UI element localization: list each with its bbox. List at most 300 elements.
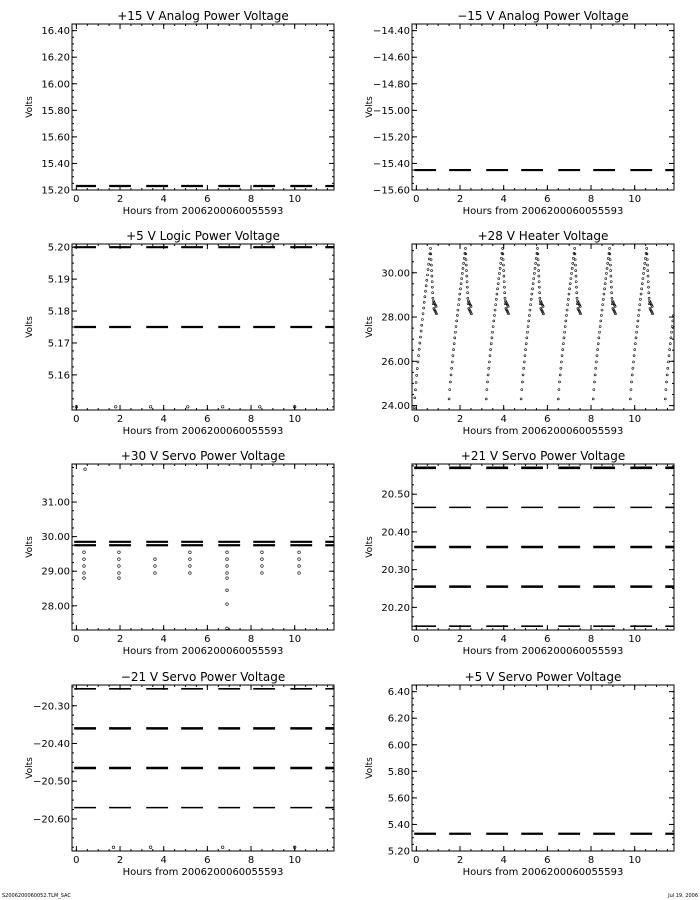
data-point <box>610 281 612 283</box>
data-point <box>226 572 229 575</box>
x-tick-label: 0 <box>73 855 80 866</box>
data-point <box>226 589 229 592</box>
data-point <box>431 270 433 272</box>
data-point <box>425 290 427 292</box>
data-point <box>419 342 421 344</box>
data-point <box>426 274 428 276</box>
y-tick-label: −20.30 <box>32 701 70 713</box>
data-point <box>154 565 157 568</box>
data-point <box>189 551 192 554</box>
data-point <box>532 283 534 285</box>
data-point <box>154 572 157 575</box>
data-point <box>664 398 666 400</box>
y-tick-label: 6.20 <box>387 713 410 725</box>
data-point <box>594 374 596 376</box>
data-point <box>600 320 602 322</box>
data-point <box>495 298 497 300</box>
data-point <box>467 297 469 299</box>
chart-title: −15 V Analog Power Voltage <box>457 9 629 23</box>
data-point <box>431 286 433 288</box>
y-tick-label: 5.19 <box>47 274 70 286</box>
data-point <box>485 398 487 400</box>
data-point <box>597 343 599 345</box>
data-point <box>487 374 489 376</box>
x-tick-label: 8 <box>247 194 255 205</box>
data-point <box>646 264 648 266</box>
data-point <box>466 275 468 277</box>
y-axis-label: Volts <box>25 96 35 118</box>
x-tick-label: 10 <box>288 414 302 425</box>
data-point <box>493 314 495 316</box>
data-point <box>632 361 634 363</box>
data-point <box>112 846 115 849</box>
data-point <box>636 325 638 327</box>
data-point <box>538 286 540 288</box>
x-tick-label: 4 <box>160 634 167 645</box>
y-tick-label: −20.40 <box>32 738 70 750</box>
data-point <box>226 565 229 568</box>
data-point <box>666 374 668 376</box>
data-point <box>491 337 493 339</box>
data-point <box>432 292 434 294</box>
data-point <box>524 355 526 357</box>
y-tick-label: 20.40 <box>381 527 410 539</box>
data-point <box>496 293 498 295</box>
data-point <box>652 313 654 315</box>
data-point <box>451 367 453 369</box>
x-tick-label: 10 <box>288 194 302 205</box>
data-point <box>455 325 457 327</box>
data-point <box>502 247 504 249</box>
data-point <box>567 298 569 300</box>
data-point <box>502 264 504 266</box>
data-point <box>420 330 422 332</box>
x-tick-label: 8 <box>587 194 595 205</box>
y-axis-label: Volts <box>365 757 375 779</box>
data-point <box>470 313 472 315</box>
data-point <box>672 314 674 316</box>
data-point <box>526 337 528 339</box>
data-point <box>559 381 561 383</box>
x-tick-label: 10 <box>628 414 642 425</box>
data-point <box>422 313 424 315</box>
y-tick-label: −14.60 <box>372 52 410 64</box>
data-point <box>149 406 152 409</box>
data-point <box>604 283 606 285</box>
y-axis-label: Volts <box>25 316 35 338</box>
y-tick-label: 26.00 <box>381 356 410 368</box>
data-point <box>427 269 429 271</box>
chart-panel-2 <box>365 9 674 217</box>
x-tick-label: 2 <box>116 414 124 425</box>
chart-panel-6 <box>365 449 674 657</box>
x-axis-label: Hours from 2006200060055593 <box>462 646 624 657</box>
data-point <box>575 275 577 277</box>
data-point <box>643 272 645 274</box>
data-point <box>413 407 415 409</box>
data-point <box>562 349 564 351</box>
data-point <box>423 301 425 303</box>
data-point <box>569 288 571 290</box>
footer-filename: S2006200060052.TLM_SAC <box>2 893 71 899</box>
data-point <box>593 381 595 383</box>
data-point <box>535 262 537 264</box>
data-point <box>417 361 419 363</box>
data-point <box>607 262 609 264</box>
data-point <box>261 572 264 575</box>
data-point <box>668 355 670 357</box>
data-point <box>611 297 613 299</box>
y-tick-label: −15.60 <box>372 185 410 197</box>
x-tick-label: 8 <box>247 414 255 425</box>
data-point <box>602 304 604 306</box>
data-point <box>416 368 418 370</box>
x-tick-label: 6 <box>544 855 551 866</box>
y-tick-label: 16.40 <box>41 26 70 38</box>
data-point <box>534 267 536 269</box>
y-tick-label: 20.20 <box>381 602 410 614</box>
x-tick-label: 0 <box>73 634 80 645</box>
y-tick-label: 5.40 <box>387 819 410 831</box>
data-point <box>118 577 121 580</box>
x-tick-label: 10 <box>628 855 642 866</box>
data-point <box>418 355 420 357</box>
data-point <box>114 406 117 409</box>
chart-panel-7 <box>25 670 334 878</box>
y-tick-label: 20.50 <box>381 489 410 501</box>
data-point <box>418 348 420 350</box>
y-tick-label: 15.40 <box>41 158 70 170</box>
data-point <box>571 272 573 274</box>
data-point <box>566 309 568 311</box>
data-point <box>149 846 152 849</box>
x-tick-label: 4 <box>160 414 167 425</box>
data-point <box>542 313 544 315</box>
chart-panel-1 <box>25 9 334 217</box>
x-tick-label: 2 <box>456 634 464 645</box>
data-point <box>669 349 671 351</box>
x-tick-label: 6 <box>204 855 211 866</box>
plot-frame <box>412 244 674 410</box>
data-point <box>466 286 468 288</box>
data-point <box>504 297 506 299</box>
data-point <box>497 283 499 285</box>
data-point <box>667 361 669 363</box>
x-tick-label: 2 <box>456 414 464 425</box>
data-point <box>435 305 437 307</box>
data-point <box>533 272 535 274</box>
data-point <box>646 258 648 260</box>
data-point <box>671 325 673 327</box>
data-point <box>431 281 433 283</box>
data-point <box>599 331 601 333</box>
chart-title: +15 V Analog Power Voltage <box>117 9 289 23</box>
data-point <box>561 355 563 357</box>
data-point <box>118 558 121 561</box>
data-point <box>467 292 469 294</box>
data-point <box>665 388 667 390</box>
data-point <box>186 406 189 409</box>
y-tick-label: 28.00 <box>381 312 410 324</box>
x-axis-label: Hours from 2006200060055593 <box>462 867 624 878</box>
data-point <box>495 304 497 306</box>
x-tick-label: 8 <box>247 634 255 645</box>
x-tick-label: 2 <box>456 194 464 205</box>
data-point <box>558 388 560 390</box>
x-tick-label: 6 <box>544 414 551 425</box>
data-point <box>430 247 432 249</box>
data-point <box>606 267 608 269</box>
chart-title: +5 V Servo Power Voltage <box>464 670 622 684</box>
data-point <box>465 258 467 260</box>
data-point <box>576 297 578 299</box>
chart-panel-8 <box>365 670 674 878</box>
x-tick-label: 2 <box>116 194 124 205</box>
data-point <box>456 320 458 322</box>
x-tick-label: 8 <box>247 855 255 866</box>
y-tick-label: −20.50 <box>32 776 70 788</box>
y-tick-label: 20.30 <box>381 565 410 577</box>
data-point <box>604 288 606 290</box>
data-point <box>643 267 645 269</box>
data-point <box>638 314 640 316</box>
chart-panel-5 <box>25 449 334 657</box>
data-point <box>560 367 562 369</box>
x-tick-label: 10 <box>628 634 642 645</box>
data-point <box>600 314 602 316</box>
x-tick-label: 10 <box>288 855 302 866</box>
data-point <box>503 270 505 272</box>
data-point <box>500 262 502 264</box>
data-point <box>527 325 529 327</box>
data-point <box>189 572 192 575</box>
x-tick-label: 0 <box>73 194 80 205</box>
x-tick-label: 4 <box>160 194 167 205</box>
data-point <box>667 367 669 369</box>
x-tick-label: 4 <box>500 194 507 205</box>
data-point <box>605 278 607 280</box>
data-point <box>575 281 577 283</box>
data-point <box>642 278 644 280</box>
data-point <box>641 283 643 285</box>
data-point <box>539 292 541 294</box>
data-point <box>118 572 121 575</box>
data-point <box>572 262 574 264</box>
data-point <box>570 278 572 280</box>
y-tick-label: 31.00 <box>41 497 70 509</box>
data-point <box>504 292 506 294</box>
data-point <box>529 309 531 311</box>
data-point <box>559 374 561 376</box>
data-point <box>470 305 472 307</box>
data-point <box>84 468 87 471</box>
data-point <box>430 258 432 260</box>
data-point <box>488 361 490 363</box>
data-point <box>449 388 451 390</box>
data-point <box>666 381 668 383</box>
data-point <box>537 258 539 260</box>
data-point <box>221 406 224 409</box>
data-point <box>593 388 595 390</box>
data-point <box>83 558 86 561</box>
plot-frame <box>412 24 674 190</box>
y-tick-label: 24.00 <box>381 401 410 413</box>
data-point <box>466 281 468 283</box>
data-point <box>435 313 437 315</box>
data-point <box>451 361 453 363</box>
data-point <box>463 262 465 264</box>
data-point <box>610 286 612 288</box>
x-axis-label: Hours from 2006200060055593 <box>462 426 624 437</box>
data-point <box>576 292 578 294</box>
x-axis-label: Hours from 2006200060055593 <box>462 206 624 217</box>
y-tick-label: −15.20 <box>372 132 410 144</box>
data-point <box>421 318 423 320</box>
data-point <box>459 288 461 290</box>
data-point <box>258 406 261 409</box>
y-tick-label: 30.00 <box>41 532 70 544</box>
data-point <box>557 398 559 400</box>
data-point <box>530 304 532 306</box>
data-point <box>574 264 576 266</box>
y-tick-label: 6.40 <box>387 687 410 699</box>
y-axis-label: Volts <box>365 96 375 118</box>
x-axis-label: Hours from 2006200060055593 <box>122 426 284 437</box>
data-point <box>632 367 634 369</box>
data-point <box>651 305 653 307</box>
data-point <box>454 331 456 333</box>
data-point <box>83 572 86 575</box>
data-point <box>523 367 525 369</box>
data-point <box>424 296 426 298</box>
y-tick-label: 15.80 <box>41 105 70 117</box>
x-tick-label: 0 <box>73 414 80 425</box>
y-tick-label: 5.20 <box>47 242 70 254</box>
data-point <box>492 325 494 327</box>
data-point <box>430 264 432 266</box>
y-tick-label: 6.00 <box>387 740 410 752</box>
data-point <box>563 337 565 339</box>
data-point <box>426 279 428 281</box>
y-axis-label: Volts <box>365 316 375 338</box>
x-tick-label: 0 <box>413 855 420 866</box>
data-point <box>635 337 637 339</box>
chart-title: −21 V Servo Power Voltage <box>120 670 286 684</box>
data-point <box>538 270 540 272</box>
data-point <box>118 551 121 554</box>
chart-title: +28 V Heater Voltage <box>477 229 609 243</box>
data-point <box>611 292 613 294</box>
y-tick-label: 5.16 <box>47 370 70 382</box>
data-point <box>672 320 674 322</box>
y-tick-label: 5.20 <box>387 846 410 858</box>
y-tick-label: 29.00 <box>41 566 70 578</box>
data-point <box>525 349 527 351</box>
data-point <box>154 558 157 561</box>
data-point <box>605 272 607 274</box>
data-point <box>431 275 433 277</box>
data-point <box>634 343 636 345</box>
x-tick-label: 0 <box>413 194 420 205</box>
data-point <box>465 264 467 266</box>
data-point <box>633 355 635 357</box>
data-point <box>414 397 416 399</box>
data-point <box>261 565 264 568</box>
data-point <box>530 298 532 300</box>
data-point <box>415 381 417 383</box>
data-point <box>648 292 650 294</box>
y-tick-label: −15.00 <box>372 105 410 117</box>
data-point <box>521 381 523 383</box>
data-point <box>261 558 264 561</box>
y-axis-label: Volts <box>25 757 35 779</box>
x-tick-label: 2 <box>456 855 464 866</box>
data-point <box>614 305 616 307</box>
data-point <box>609 264 611 266</box>
data-point <box>458 304 460 306</box>
x-tick-label: 10 <box>628 194 642 205</box>
data-point <box>226 577 229 580</box>
data-point <box>486 388 488 390</box>
data-point <box>226 627 229 630</box>
data-point <box>298 572 301 575</box>
data-point <box>669 343 671 345</box>
data-point <box>538 275 540 277</box>
data-point <box>592 398 594 400</box>
y-tick-label: 15.20 <box>41 185 70 197</box>
data-point <box>528 314 530 316</box>
data-point <box>497 288 499 290</box>
data-point <box>639 298 641 300</box>
data-point <box>421 324 423 326</box>
data-point <box>83 565 86 568</box>
data-point <box>640 293 642 295</box>
data-point <box>670 337 672 339</box>
data-point <box>520 398 522 400</box>
data-point <box>580 313 582 315</box>
data-point <box>489 355 491 357</box>
x-tick-label: 6 <box>544 194 551 205</box>
data-point <box>564 331 566 333</box>
data-point <box>562 343 564 345</box>
x-tick-label: 6 <box>204 634 211 645</box>
x-tick-label: 10 <box>288 634 302 645</box>
data-point <box>647 270 649 272</box>
data-point <box>464 247 466 249</box>
data-point <box>453 343 455 345</box>
data-point <box>490 343 492 345</box>
y-tick-label: 30.00 <box>381 268 410 280</box>
data-point <box>298 558 301 561</box>
data-point <box>629 398 631 400</box>
data-point <box>596 355 598 357</box>
data-point <box>460 283 462 285</box>
data-point <box>568 293 570 295</box>
chart-panel-4 <box>365 229 674 437</box>
data-point <box>609 258 611 260</box>
data-point <box>602 298 604 300</box>
data-point <box>648 297 650 299</box>
data-point <box>565 314 567 316</box>
data-point <box>503 275 505 277</box>
data-point <box>488 367 490 369</box>
data-point <box>498 278 500 280</box>
chart-title: +21 V Servo Power Voltage <box>460 449 626 463</box>
data-point <box>449 381 451 383</box>
x-tick-label: 4 <box>500 855 507 866</box>
data-point <box>461 278 463 280</box>
data-point <box>425 285 427 287</box>
